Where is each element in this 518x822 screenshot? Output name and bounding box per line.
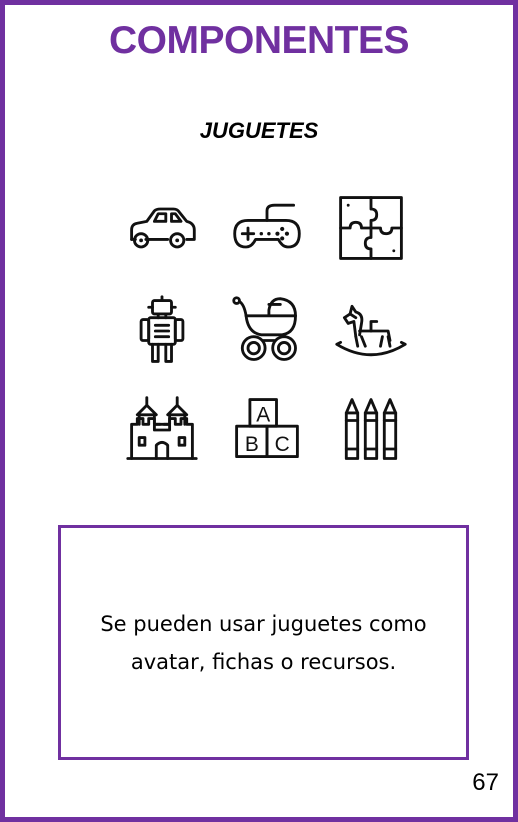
car-icon	[122, 188, 202, 268]
rocking-horse-icon	[331, 291, 411, 371]
block-letter-a: A	[256, 403, 271, 427]
gamepad-icon	[227, 188, 307, 268]
info-text: Se pueden usar juguetes como avatar, fichas o recursos.	[100, 611, 427, 674]
block-letter-b: B	[244, 432, 259, 456]
castle-icon	[122, 390, 202, 470]
page-title: COMPONENTES	[108, 19, 410, 62]
block-letter-c: C	[274, 432, 290, 456]
abc-blocks-icon	[227, 390, 307, 470]
section-subtitle: JUGUETES	[199, 118, 319, 143]
stroller-icon	[227, 291, 307, 371]
info-box	[58, 525, 469, 760]
page-number: 67	[472, 769, 499, 796]
puzzle-icon	[331, 188, 411, 268]
crayons-icon	[331, 390, 411, 470]
robot-icon	[122, 291, 202, 371]
